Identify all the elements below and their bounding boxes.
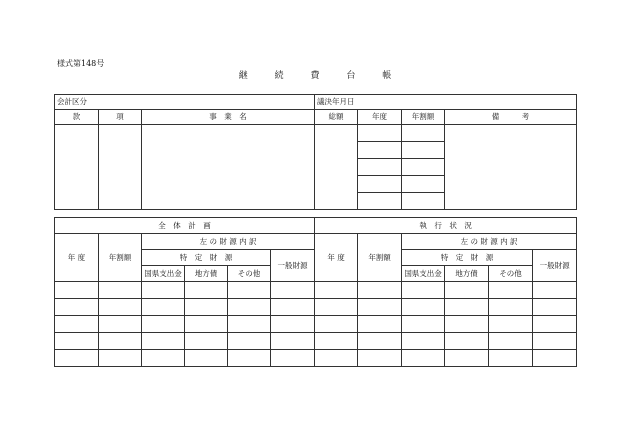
table-row xyxy=(55,299,577,316)
plan-other-header: その他 xyxy=(228,266,271,282)
plan-national-pref-header: 国県支出金 xyxy=(142,266,185,282)
title-char: 続 xyxy=(274,71,284,81)
plan-specific-fund-header: 特 定 財 源 xyxy=(142,250,271,266)
year-cell xyxy=(358,176,402,193)
header-kou: 項 xyxy=(99,110,142,125)
title-char: 帳 xyxy=(382,71,392,81)
table-row xyxy=(55,282,577,299)
year-cell xyxy=(358,125,402,142)
remarks-cell xyxy=(445,125,577,210)
project-name-cell xyxy=(142,125,315,210)
exec-local-bond-header: 地方債 xyxy=(445,266,489,282)
title-char: 費 xyxy=(310,71,320,81)
annual-cell xyxy=(402,125,445,142)
annual-cell xyxy=(402,176,445,193)
exec-fund-breakdown-header: 左 の 財 源 内 訳 xyxy=(402,234,577,250)
resolution-date-label: 議決年月日 xyxy=(315,95,577,110)
annual-cell xyxy=(402,193,445,210)
table-row xyxy=(55,350,577,367)
header-project-name: 事 業 名 xyxy=(142,110,315,125)
header-year: 年度 xyxy=(358,110,402,125)
kan-cell xyxy=(55,125,99,210)
plan-local-bond-header: 地方債 xyxy=(185,266,228,282)
plan-fund-breakdown-header: 左 の 財 源 内 訳 xyxy=(142,234,315,250)
header-total: 総額 xyxy=(315,110,358,125)
plan-annual-header: 年割額 xyxy=(99,234,142,282)
total-cell xyxy=(315,125,358,210)
annual-cell xyxy=(402,159,445,176)
title-char: 台 xyxy=(346,71,356,81)
form-number: 様式第148号 xyxy=(57,59,105,68)
exec-other-header: その他 xyxy=(489,266,533,282)
exec-national-pref-header: 国県支出金 xyxy=(402,266,445,282)
exec-general-fund-header: 一般財源 xyxy=(533,250,577,282)
plan-year-header: 年 度 xyxy=(55,234,99,282)
page-title xyxy=(200,68,430,81)
table-row xyxy=(55,316,577,333)
exec-year-header: 年 度 xyxy=(315,234,358,282)
annual-cell xyxy=(402,142,445,159)
header-annual-amount: 年割額 xyxy=(402,110,445,125)
plan-execution-table xyxy=(54,217,577,367)
exec-specific-fund-header: 特 定 財 源 xyxy=(402,250,533,266)
continuing-expense-table xyxy=(54,94,577,210)
header-kan: 款 xyxy=(55,110,99,125)
accounting-label: 会計区分 xyxy=(55,95,315,110)
year-cell xyxy=(358,193,402,210)
plan-general-fund-header: 一般財源 xyxy=(271,250,315,282)
execution-status-header: 執 行 状 況 xyxy=(315,218,577,234)
year-cell xyxy=(358,159,402,176)
table-row xyxy=(55,333,577,350)
title-char: 継 xyxy=(238,71,248,81)
kou-cell xyxy=(99,125,142,210)
exec-annual-header: 年割額 xyxy=(358,234,402,282)
header-remarks: 備 考 xyxy=(445,110,577,125)
overall-plan-header: 全 体 計 画 xyxy=(55,218,315,234)
year-cell xyxy=(358,142,402,159)
